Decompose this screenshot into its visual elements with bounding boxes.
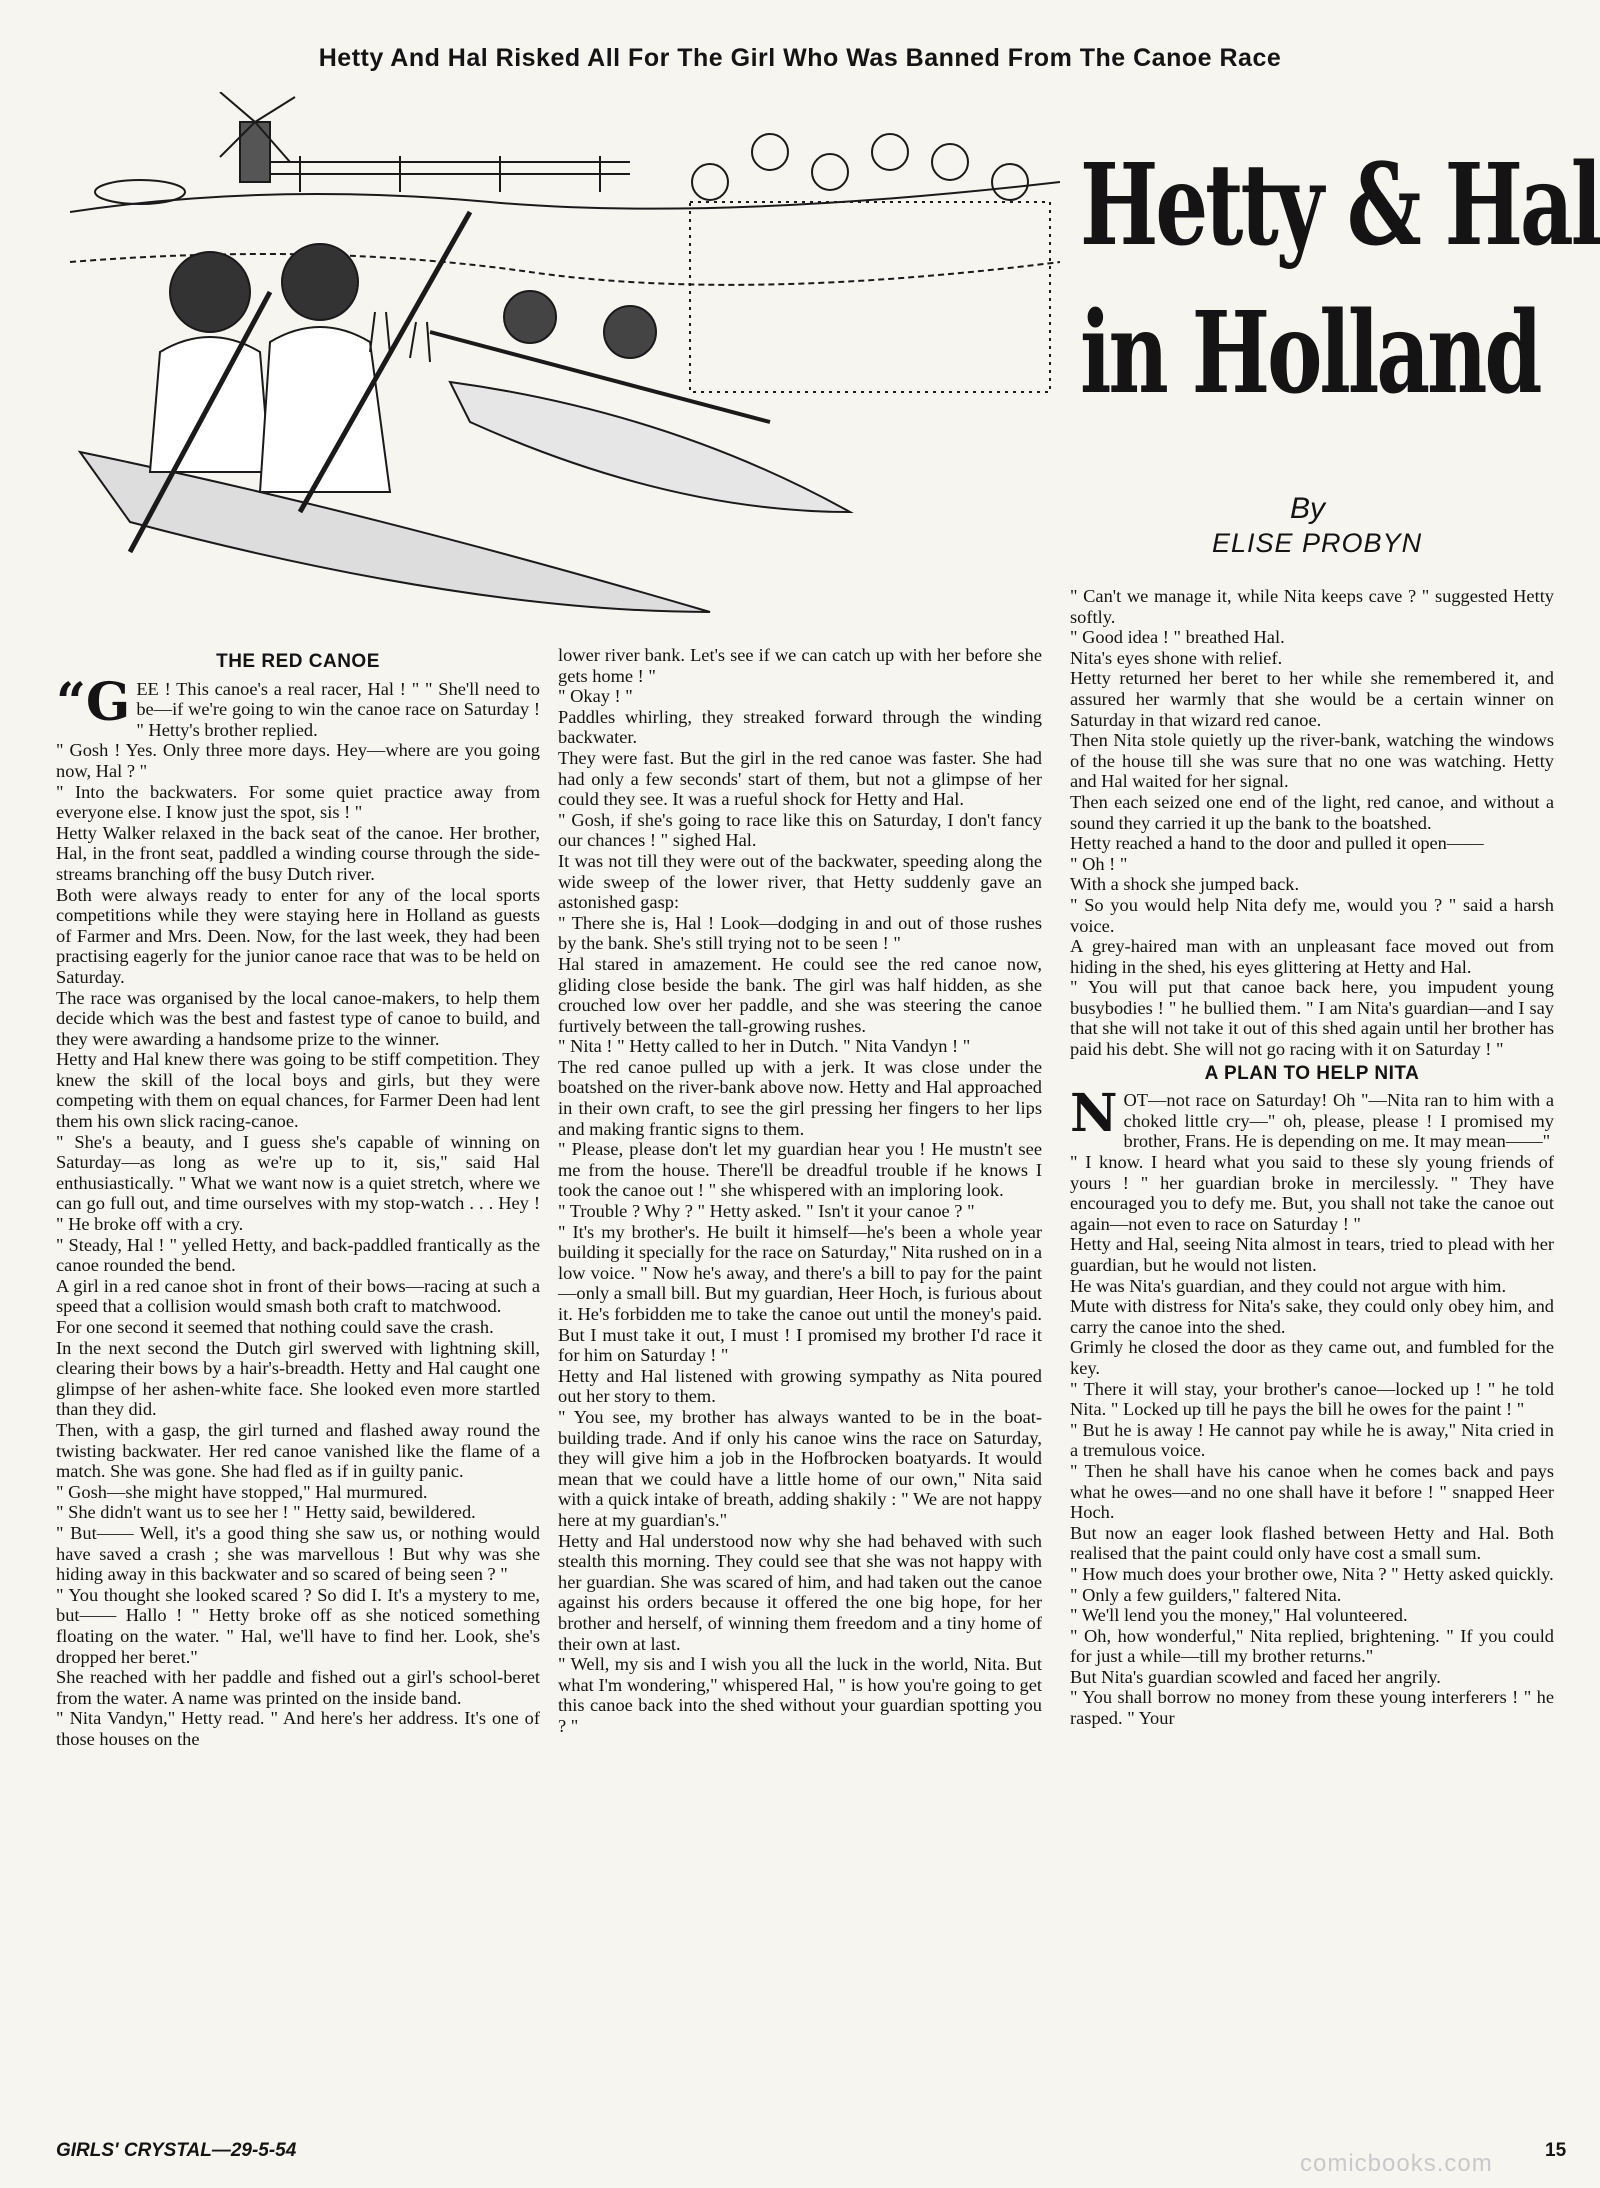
paragraph: " Steady, Hal ! " yelled Hetty, and back-paddled frantically as the canoe rounded the bend. [56,1234,540,1276]
paragraph: " Gosh—she might have stopped," Hal murmured. [56,1481,428,1502]
paragraph: " She's a beauty, and I guess she's capable of winning on Saturday—as long as we're up to it, sis," said Hal enthusiastically. " What we want now is a quiet stretch, where we can go full out, and time ourselves with my stop-watch . . . Hey ! " He broke off with a cry. [56,1131,540,1235]
paragraph: Hetty Walker relaxed in the back seat of the canoe. Her brother, Hal, in the front seat, paddled a winding course through the side-streams branching off the busy Dutch river. [56,822,540,884]
text-column-2 [558,645,1042,1736]
paragraph: " Then he shall have his canoe when he comes back and pays what he owes—and no one shall have it before ! " snapped Heer Hoch. [1070,1460,1554,1523]
paragraph: Then Nita stole quietly up the river-bank, watching the windows of the house till she was sure that no one was watching. Hetty and Hal waited for her signal. [1070,730,1554,792]
paragraph: She reached with her paddle and fished out a girl's school-beret from the water. A name was printed on the inside band. [56,1667,540,1708]
watermark: comicbooks.com [1300,2150,1493,2177]
column-1-body [56,671,540,1750]
paragraph: " Oh, how wonderful," Nita replied, brightening. " If you could for just a while—till my brother returns." [1070,1625,1554,1667]
paragraph: " Can't we manage it, while Nita keeps cave ? " suggested Hetty softly. [1070,586,1554,627]
paragraph: NOT—not race on Saturday! Oh "—Nita ran to him with a choked little cry—" oh, please, please ! I promised my brother, Frans. He is depending on me. It may mean——" [1070,1083,1554,1152]
paragraph: The red canoe pulled up with a jerk. It was close under the boatshed on the river-bank above now. Hetty and Hal approached in their own craft, to see the girl pressing her fingers to her lips and making frantic signs to them. [558,1056,1042,1139]
column-3-body-a [1070,586,1554,1060]
paragraph: Hetty and Hal understood now why she had behaved with such stealth this morning. They could see that she was not happy with her guardian. She was scared of him, and had taken out the canoe against his orders because it offered the one big hope, for her brother and herself, of winning them freedom and a tiny home of their own at last. [558,1530,1042,1654]
paragraph: Hetty returned her beret to her while she remembered it, and assured her warmly that she would be a certain winner on Saturday in that wizard red canoe. [1070,668,1554,730]
text-column-1 [56,648,540,1749]
paragraph: Hetty and Hal, seeing Nita almost in tears, tried to plead with her guardian, but he would not listen. [1070,1234,1554,1275]
paragraph: " It's my brother's. He built it himself—he's been a whole year building it specially for the race on Saturday," Nita rushed on in a low voice. " Now he's away, and there's a bill to pay for the paint—only a small bill. But my guardian, Heer Hoch, is furious about it. He's forbidden me to take the canoe out until the money's paid. But I must take it out, I must ! I promised my brother I'd race it for him on Saturday ! " [558,1221,1042,1366]
paragraph: " We'll lend you the money," Hal volunteered. [1070,1605,1408,1626]
paragraph: " She didn't want us to see her ! " Hetty said, bewildered. [56,1502,476,1523]
paragraph: " Nita ! " Hetty called to her in Dutch. " Nita Vandyn ! " [558,1036,971,1057]
paragraph: " Good idea ! " breathed Hal. [1070,627,1285,648]
paragraph: Both were always ready to enter for any of the local sports competitions while they were staying here in Holland as guests of Farmer and Mrs. Deen. Now, for the last week, they had been practising eagerly for the junior canoe race that was to be held on Saturday. [56,884,540,987]
paragraph: A grey-haired man with an unpleasant face moved out from hiding in the shed, his eyes glittering at Hetty and Hal. [1070,936,1554,977]
paragraph: Nita's eyes shone with relief. [1070,647,1283,668]
drop-cap: “G [56,671,131,733]
paragraph: Hetty and Hal knew there was going to be stiff competition. They knew the skill of the local boys and girls, but they were competing with them on equal chances, for Farmer Deen had lent them his own slick racing-canoe. [56,1049,540,1132]
column-2-body [558,645,1042,1736]
paragraph: " You thought she looked scared ? So did I. It's a mystery to me, but—— Hallo ! " Hetty broke off as she noticed something floating on the water. " Hal, we'll have to find her. Look, she's dropped her beret." [56,1584,540,1667]
paragraph: But Nita's guardian scowled and faced her angrily. [1070,1666,1441,1687]
page-number: 15 [1545,2140,1567,2161]
story-title-line-2: in Holland [1080,288,1540,419]
drop-cap: N [1070,1083,1118,1145]
author-name: ELISE PROBYN [1212,528,1423,558]
paragraph: For one second it seemed that nothing could save the crash. [56,1317,494,1337]
paragraph: It was not till they were out of the backwater, speeding along the wide sweep of the lower river, that Hetty suddenly gave an astonished gasp: [558,850,1042,913]
paragraph: A girl in a red canoe shot in front of their bows—racing at such a speed that a collision would smash both craft to matchwood. [56,1275,540,1317]
paragraph: Mute with distress for Nita's sake, they could only obey him, and carry the canoe into the shed. [1070,1296,1554,1337]
paragraph: lower river bank. Let's see if we can catch up with her before she gets home ! " [558,645,1042,686]
column-3-body-b [1070,1083,1554,1729]
banner-tagline: Hetty And Hal Risked All For The Girl Who Was Banned From The Canoe Race [318,44,1282,72]
paragraph: " Well, my sis and I wish you all the luck in the world, Nita. But what I'm wondering," whispered Hal, " is how you're going to get this canoe back into the shed without your guardian spotting you ? " [558,1654,1042,1736]
paragraph: Grimly he closed the door as they came out, and fumbled for the key. [1070,1337,1554,1378]
paragraph: " So you would help Nita defy me, would you ? " said a harsh voice. [1070,894,1554,936]
paragraph: But now an eager look flashed between Hetty and Hal. Both realised that the paint could only have cost a small sum. [1070,1522,1554,1564]
paragraph: Paddles whirling, they streaked forward through the winding backwater. [558,706,1042,748]
paragraph: The race was organised by the local canoe-makers, to help them decide which was the best and fastest type of canoe to build, and they were awarding a handsome prize to the winner. [56,987,540,1049]
story-title-line-1: Hetty & Hal [1080,140,1600,271]
paragraph: " There it will stay, your brother's canoe—locked up ! " he told Nita. " Locked up till he pays the bill he owes for the paint ! " [1070,1378,1554,1420]
paragraph: " Oh ! " [1070,853,1128,874]
paragraph: " There she is, Hal ! Look—dodging in and out of those rushes by the bank. She's still trying not to be seen ! " [558,912,1042,954]
paragraph: " Trouble ? Why ? " Hetty asked. " Isn't it your canoe ? " [558,1201,975,1222]
paragraph: " But he is away ! He cannot pay while he is away," Nita cried in a tremulous voice. [1070,1419,1554,1461]
paragraph: With a shock she jumped back. [1070,874,1300,895]
paragraph: " Only a few guilders," faltered Nita. [1070,1584,1342,1605]
paragraph: He was Nita's guardian, and they could not argue with him. [1070,1275,1507,1296]
paragraph: Hetty reached a hand to the door and pulled it open—— [1070,833,1484,854]
byline-by: By [1290,492,1326,525]
paragraph: " I know. I heard what you said to these sly young friends of yours ! " her guardian broke in mercilessly. " They have encouraged you to defy me. But, you shall not take the canoe out again—not even to race on Saturday ! " [1070,1152,1554,1234]
text-column-3 [1070,586,1554,1729]
section-heading-plan: A PLAN TO HELP NITA [1204,1062,1420,1084]
paragraph: " You will put that canoe back here, you impudent young busybodies ! " he bullied them. " I am Nita's guardian—and I say that she will not take it out of this shed again until her brother has paid his debt. She will not go racing with it on Saturday ! " [1070,977,1554,1060]
paragraph: They were fast. But the girl in the red canoe was faster. She had had only a few seconds' start of them, but not a glimpse of her could they see. It was a rueful shock for Hetty and Hal. [558,747,1042,810]
paragraph: Then each seized one end of the light, red canoe, and without a sound they carried it up the bank to the boatshed. [1070,791,1554,833]
paragraph: " Please, please don't let my guardian hear you ! He mustn't see me from the house. There'll be dreadful trouble if he knows I took the canoe out ! " she whispered with an imploring look. [558,1139,1042,1201]
story-illustration [70,92,1060,632]
paragraph: " Nita Vandyn," Hetty read. " And here's her address. It's one of those houses on the [56,1708,540,1749]
paragraph: " You see, my brother has always wanted to be in the boat-building trade. And if only his canoe wins the race on Saturday, they will give him a job in the Hofbrocken boatyards. It would mean that we could have a little home of our own," Nita said with a quick intake of breath, adding shakily : " We are not happy here at my guardian's." [558,1406,1042,1530]
magazine-footer: GIRLS' CRYSTAL—29-5-54 [56,2140,297,2161]
paragraph: " Gosh ! Yes. Only three more days. Hey—where are you going now, Hal ? " [56,740,540,781]
paragraph: " Gosh, if she's going to race like this on Saturday, I don't fancy our chances ! " sighed Hal. [558,809,1042,851]
story-title [1080,132,1600,428]
paragraph: " Okay ! " [558,686,633,707]
paragraph: " How much does your brother owe, Nita ? " Hetty asked quickly. [1070,1563,1554,1584]
paragraph: " Into the backwaters. For some quiet practice away from everyone else. I know just the spot, sis ! " [56,781,540,823]
paragraph: " You shall borrow no money from these young interferers ! " he rasped. " Your [1070,1687,1554,1729]
paragraph: “GEE ! This canoe's a real racer, Hal ! " " She'll need to be—if we're going to win the canoe race on Saturday ! " Hetty's brother replied. [56,671,540,740]
paragraph: In the next second the Dutch girl swerved with lightning skill, clearing their bows by a hair's-breadth. Hetty and Hal caught one glimpse of her ashen-white face. She looked even more startled than they did. [56,1337,540,1420]
paragraph: Then, with a gasp, the girl turned and flashed away round the twisting backwater. Her red canoe vanished like the flame of a match. She was gone. She had fled as if in guilty panic. [56,1419,540,1482]
section-heading-red-canoe: THE RED CANOE [216,651,380,672]
paragraph: Hal stared in amazement. He could see the red canoe now, gliding close beside the bank. The girl was half hidden, as she crouched low over her paddle, and she was steering the canoe furtively between the tall-growing rushes. [558,953,1042,1036]
paragraph: Hetty and Hal listened with growing sympathy as Nita poured out her story to them. [558,1365,1042,1407]
paragraph: " But—— Well, it's a good thing she saw us, or nothing would have saved a crash ; she was marvellous ! But why was she hiding away in this backwater and so scared of being seen ? " [56,1522,540,1585]
